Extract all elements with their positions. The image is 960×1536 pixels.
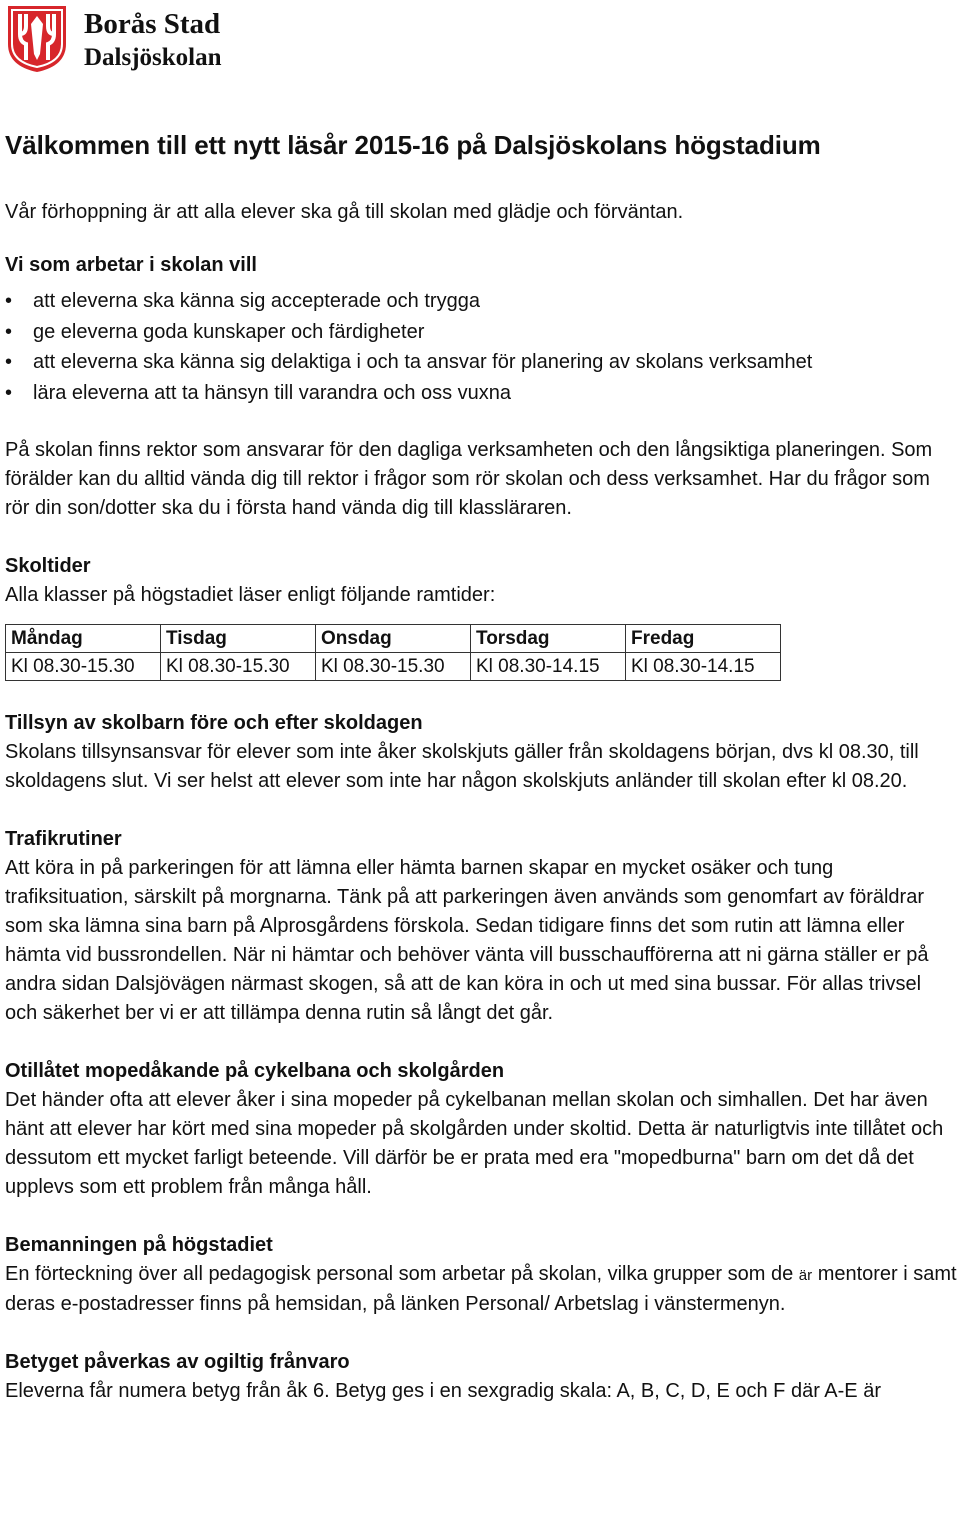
body-text: En förteckning över all pedagogisk personal som arbetar på skolan, vilka grupper som de — [5, 1263, 794, 1285]
list-item: • lära eleverna att ta hänsyn till varandra och oss vuxna — [5, 378, 957, 409]
body-text: mentorer i samt deras e-postadresser finns på hemsidan, på länken Personal/ Arbetslag i vänstermenyn. — [5, 1263, 957, 1315]
table-header-cell: Onsdag — [316, 625, 471, 653]
section-body — [5, 1260, 957, 1319]
section-title: Tillsyn av skolbarn före och efter skoldagen — [5, 712, 423, 734]
table-cell: Kl 08.30-15.30 — [316, 653, 471, 681]
bemanning-section — [5, 1231, 957, 1319]
section-title: Bemanningen på högstadiet — [5, 1234, 273, 1256]
org-name: Borås Stad — [84, 8, 221, 40]
section-title: Trafikrutiner — [5, 828, 122, 850]
page-title: Välkommen till ett nytt läsår 2015-16 på Dalsjöskolans högstadium — [5, 130, 821, 160]
list-item: • att eleverna ska känna sig accepterade och trygga — [5, 286, 957, 317]
list-item: • ge eleverna goda kunskaper och färdigheter — [5, 317, 957, 348]
table-header-cell: Fredag — [626, 625, 781, 653]
intro-paragraph: Vår förhoppning är att alla elever ska gå till skolan med glädje och förväntan. — [5, 201, 684, 223]
city-crest-icon — [6, 4, 68, 74]
table-header-cell: Torsdag — [471, 625, 626, 653]
betyg-section — [5, 1348, 957, 1406]
table-header-cell: Måndag — [6, 625, 161, 653]
rektor-paragraph: På skolan finns rektor som ansvarar för den dagliga verksamheten och den långsiktiga planeringen. Som förälder kan du alltid vända dig till rektor i frågor som rör skolan och dess verksamhet. Har du frågor som rör din son/dotter ska du i första hand vända dig till klassläraren. — [5, 439, 933, 519]
section-body: Alla klasser på högstadiet läser enligt följande ramtider: — [5, 584, 496, 606]
table-cell: Kl 08.30-15.30 — [161, 653, 316, 681]
section-title: Skoltider — [5, 555, 91, 577]
table-cell: Kl 08.30-15.30 — [6, 653, 161, 681]
tillsyn-section — [5, 709, 957, 796]
section-body: Att köra in på parkeringen för att lämna eller hämta barnen skapar en mycket osäker och tung trafiksituation, särskilt på morgnarna. Tänk på att parkeringen även används som genomfart av föräldrar som ska lämna sina barn på Alprosgårdens förskola. Sedan tidigare finns det som rutin att lämna eller hämta vid bussrondellen. När ni hämtar och behöver vänta vill busschaufförerna att ni gärna ställer er på andra sidan Dalsjövägen närmast skogen, så att de kan köra in och ut med sina bussar. För allas trivsel och säkerhet ber vi er att tillämpa denna rutin så långt det går. — [5, 857, 929, 1024]
schedule-table — [5, 624, 781, 681]
trafik-section — [5, 825, 957, 1028]
goals-lead: Vi som arbetar i skolan vill — [5, 254, 257, 276]
table-header-row — [6, 625, 781, 653]
skoltider-section — [5, 552, 957, 681]
section-body: Eleverna får numera betyg från åk 6. Betyg ges i en sexgradig skala: A, B, C, D, E och F där A-E är — [5, 1380, 881, 1402]
section-body: Skolans tillsynsansvar för elever som inte åker skolskjuts gäller från skoldagens början, dvs kl 08.30, till skoldagens slut. Vi ser helst att elever som inte har någon skolskjuts anländer till skolan efter kl 08.20. — [5, 741, 919, 792]
table-header-cell: Tisdag — [161, 625, 316, 653]
moped-section — [5, 1057, 957, 1202]
body-text-small: är — [798, 1267, 813, 1284]
table-cell: Kl 08.30-14.15 — [626, 653, 781, 681]
school-name: Dalsjöskolan — [84, 44, 222, 71]
letterhead — [6, 4, 406, 74]
letter-body — [5, 128, 957, 1406]
section-title: Betyget påverkas av ogiltig frånvaro — [5, 1351, 350, 1373]
list-item: • att eleverna ska känna sig delaktiga i och ta ansvar för planering av skolans verksamhet — [5, 347, 957, 378]
section-body: Det händer ofta att elever åker i sina mopeder på cykelbanan mellan skolan och simhallen. Det har även hänt att elever har kört med sina mopeder på skolgården under skoltid. Detta är naturligtvis inte tillåtet och dessutom ett mycket farligt beteende. Vill därför be er prata med era "mopedburna" barn om det då det upplevs som ett problem från många håll. — [5, 1089, 944, 1198]
section-title: Otillåtet mopedåkande på cykelbana och skolgården — [5, 1060, 505, 1082]
table-cell: Kl 08.30-14.15 — [471, 653, 626, 681]
table-row — [6, 653, 781, 681]
goals-list — [5, 286, 957, 408]
